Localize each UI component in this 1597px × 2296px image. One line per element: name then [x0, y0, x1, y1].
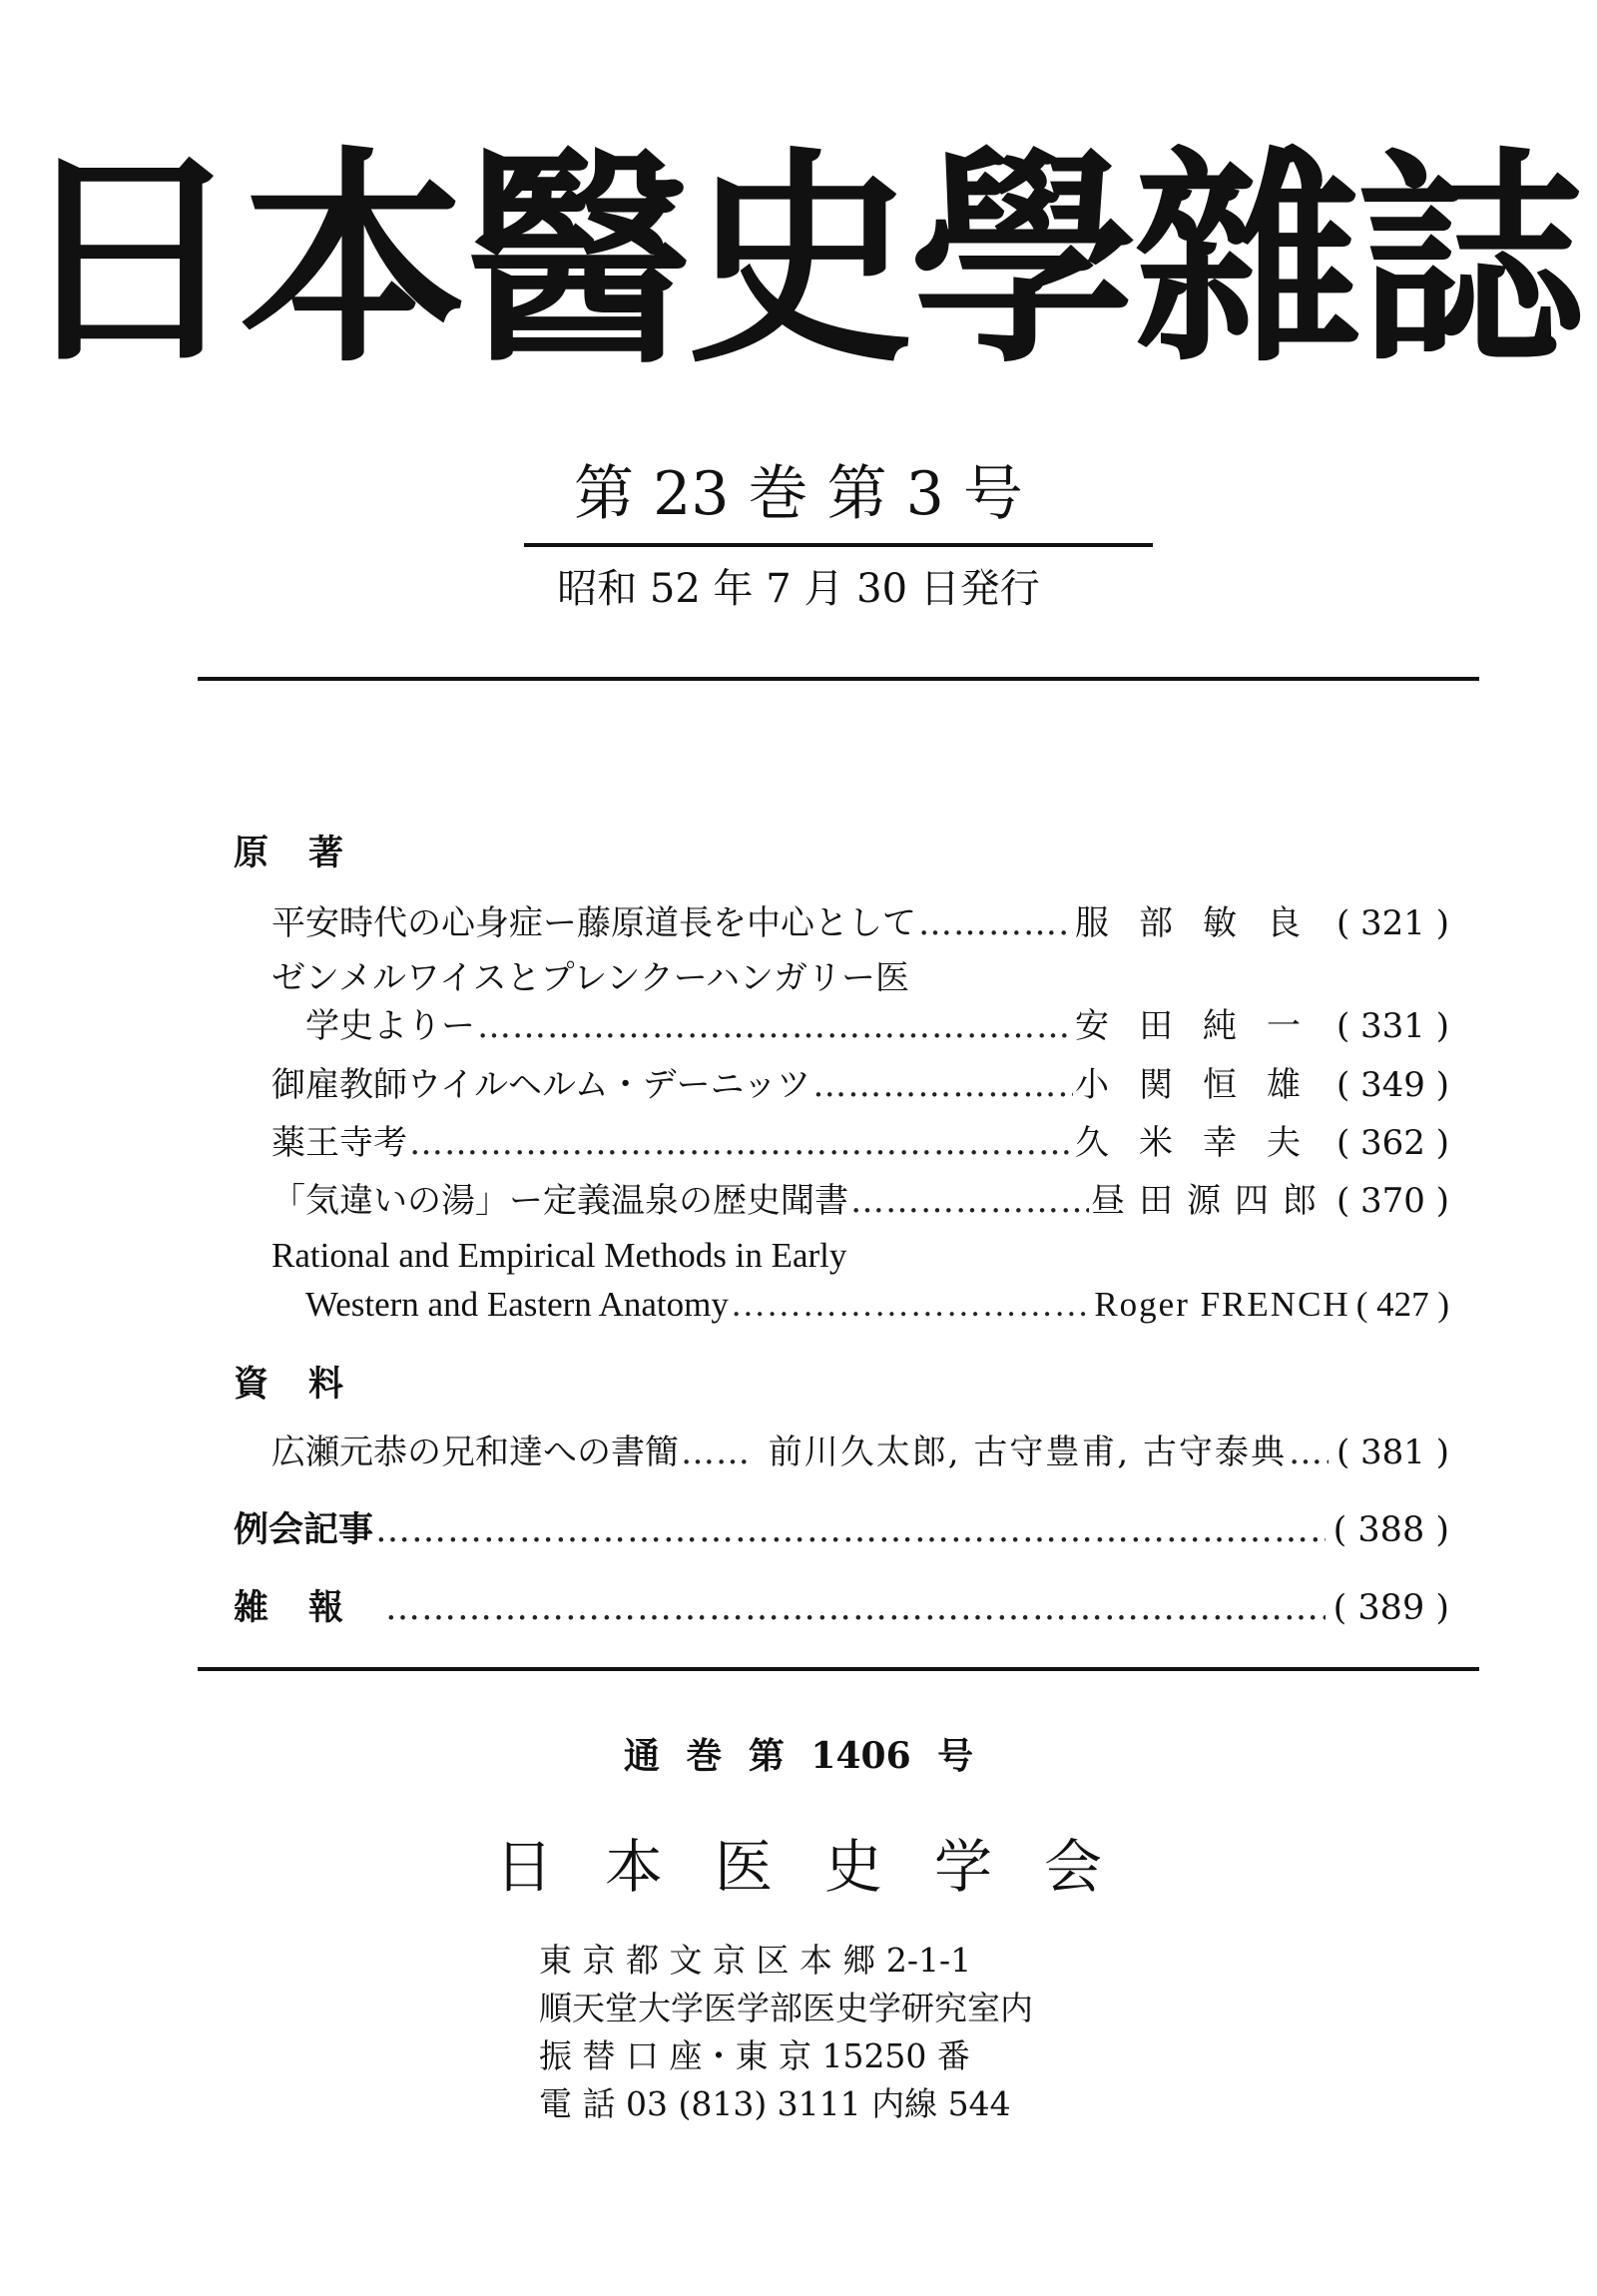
address-line: 東 京 都 文 京 区 本 郷 2-1-1 [539, 1941, 972, 1980]
address-block [0, 2032, 1597, 2080]
entry-author: 安田純一 [1074, 1006, 1331, 1046]
entry-page: ( 331 ) [1335, 1006, 1449, 1046]
dot-leader [850, 1176, 1089, 1226]
toc-entry-news[interactable] [234, 1583, 1449, 1633]
top-divider [198, 677, 1479, 681]
toc-entry[interactable] [305, 1001, 1449, 1051]
section-heading-originals: 原著 [234, 833, 384, 873]
dot-leader [477, 1001, 1073, 1051]
publisher-name: 日本医史学会 [494, 1833, 1154, 1901]
dot-leader [731, 1280, 1092, 1330]
volume-number: 第 23 巻 第 3 号 [574, 459, 1023, 529]
address-line: 電 話 03 (813) 3111 内線 544 [539, 2084, 1011, 2123]
entry-author: 小関恒雄 [1074, 1065, 1331, 1105]
toc-entry[interactable] [271, 1428, 1449, 1477]
journal-title: 日本醫史學雜誌 [16, 126, 1581, 393]
toc-entry-meeting[interactable] [234, 1505, 1449, 1555]
entry-author: Roger FRENCH [1094, 1285, 1350, 1324]
dot-leader [1289, 1428, 1329, 1477]
entry-title: 学史よりー [305, 1006, 475, 1046]
toc-entry[interactable] [271, 1118, 1449, 1168]
entry-title: 「気違いの湯」ー定義温泉の歴史聞書 [271, 1181, 848, 1221]
toc-entry[interactable] [271, 898, 1449, 948]
entry-page: ( 427 ) [1355, 1285, 1449, 1324]
entry-page: ( 389 ) [1332, 1588, 1449, 1628]
address-block [0, 1985, 1597, 2032]
volume-underline [524, 543, 1153, 547]
entry-title: 例会記事 [234, 1509, 374, 1550]
entry-title: Western and Eastern Anatomy [305, 1285, 729, 1324]
publication-date: 昭和 52 年 7 月 30 日発行 [557, 566, 1040, 612]
entry-title-line: Rational and Empirical Methods in Early [271, 1236, 847, 1275]
toc-entry[interactable] [305, 1280, 1449, 1330]
entry-title: 雑報 [234, 1587, 384, 1628]
dot-leader [812, 1060, 1073, 1110]
dot-leader [385, 1583, 1326, 1633]
address-line: 順天堂大学医学部医史学研究室内 [539, 1989, 1033, 2027]
entry-title: 平安時代の心身症ー藤原道長を中心として [271, 903, 916, 943]
entry-author: 久米幸夫 [1074, 1123, 1331, 1163]
entry-page: ( 388 ) [1332, 1510, 1449, 1550]
entry-page: ( 349 ) [1335, 1065, 1449, 1105]
entry-author: 前川久太郎, 古守豊甫, 古守泰典 [768, 1433, 1287, 1472]
dot-leader [375, 1505, 1326, 1555]
toc-entry[interactable] [271, 1060, 1449, 1110]
dot-leader [681, 1428, 751, 1477]
bottom-divider [198, 1667, 1479, 1671]
entry-page: ( 381 ) [1335, 1433, 1449, 1472]
address-block [0, 2080, 1597, 2128]
dot-leader [409, 1118, 1073, 1168]
section-heading-materials: 資料 [234, 1364, 384, 1405]
entry-title: 御雇教師ウイルヘルム・デーニッツ [271, 1065, 811, 1105]
entry-title-line: ゼンメルワイスとプレンクーハンガリー医 [271, 958, 910, 998]
entry-title: 広瀬元恭の兄和達への書簡 [271, 1433, 679, 1472]
dot-leader [918, 898, 1073, 948]
entry-author: 服部敏良 [1074, 903, 1331, 943]
address-line: 振 替 口 座・東 京 15250 番 [539, 2036, 970, 2075]
address-block [0, 1937, 1597, 1985]
entry-page: ( 321 ) [1335, 903, 1449, 943]
entry-author: 昼田源四郎 [1090, 1181, 1331, 1221]
entry-page: ( 370 ) [1335, 1181, 1449, 1221]
toc-entry[interactable] [271, 1176, 1449, 1226]
entry-page: ( 362 ) [1335, 1123, 1449, 1163]
cumulative-issue-number: 通 巻 第 1406 号 [623, 1735, 974, 1777]
entry-title: 薬王寺考 [271, 1123, 407, 1163]
